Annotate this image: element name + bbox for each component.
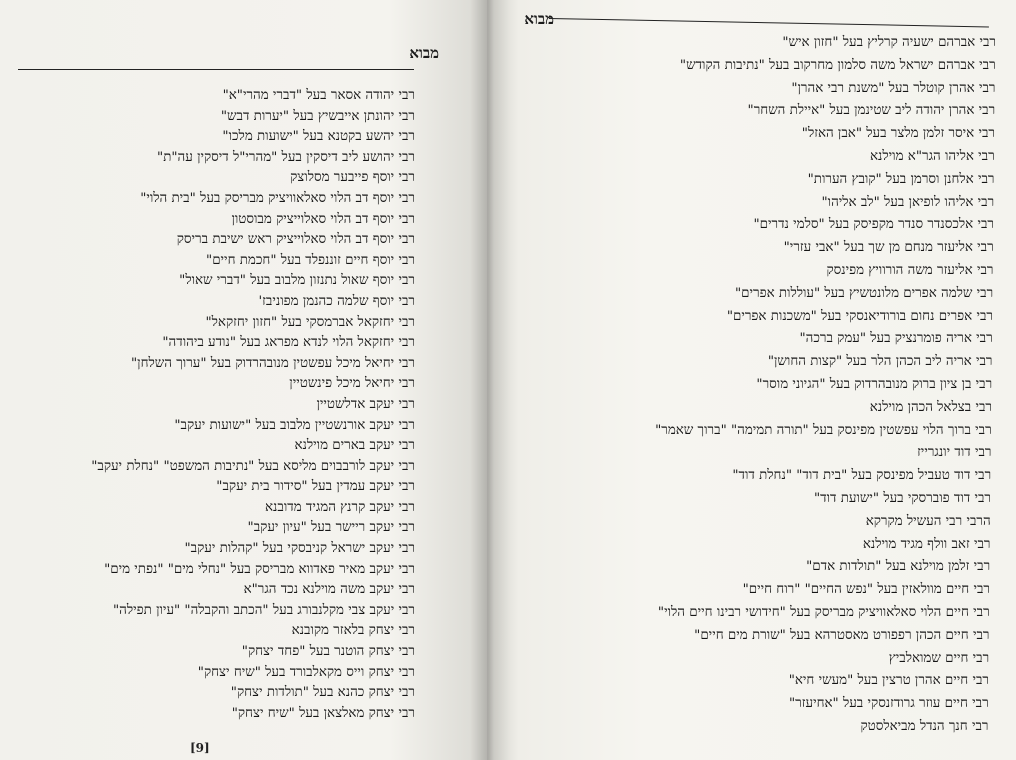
name-entry: רבי יעקב אדלשטיין [316, 396, 415, 412]
name-entry: רבי יעקב עמדין בעל "סידור בית יעקב" [216, 479, 415, 495]
name-entry: רבי יהונתן אייבשיץ בעל "יערות דבש" [220, 108, 415, 124]
left-page [0, 0, 487, 760]
left-header-rule [18, 69, 414, 70]
name-entry: רבי יעקב בארים מוילנא [294, 438, 415, 454]
name-entry: רבי אהרן יהודה ליב שטינמן בעל "איילת השחר" [747, 103, 996, 119]
name-entry: רבי אברהם ישעיה קרליץ בעל "חזון איש" [782, 35, 996, 50]
name-entry: רבי יעקב אורנשטיין מלבוב בעל "ישועות יעקב" [174, 417, 415, 433]
page-number: [9] [190, 741, 210, 755]
name-entry: רבי יהודה אסאר בעל "דברי מהרי"א" [222, 88, 415, 103]
name-entry: רבי יוסף דב הלוי סאלוייציק ראש ישיבת בריסק [176, 232, 415, 248]
name-entry: רבי ברוך הלוי עפשטין מפינסק בעל "תורה תמימה" "ברוך שאמר" [655, 422, 992, 438]
name-entry: רבי אריה ליב הכהן הלר בעל "קצות החושן" [767, 354, 993, 370]
name-entry: רבי חיים מוולאזין בעל "נפש החיים" "רוח חיים" [742, 582, 990, 598]
name-entry: רבי אליהו לופיאן בעל "לב אליהו" [821, 194, 995, 210]
name-entry: רבי אברהם ישראל משה סלמון מחרקוב בעל "נתיבות הקודש" [679, 57, 996, 73]
name-entry: רבי יחזקאל הלוי לנדא מפראג בעל "נודע ביהודה" [162, 335, 415, 351]
name-entry: רבי יעקב קרנץ המגיד מדובנא [264, 499, 415, 515]
name-entry: רבי שלמה אפרים מלונטשיץ בעל "עוללות אפרים" [734, 285, 994, 301]
book-spine [470, 0, 510, 760]
name-entry: רבי חיים עוזר גרודזנסקי בעל "אחיעזר" [789, 696, 989, 712]
name-entry: רבי זאב וולף מגיד מוילנא [862, 536, 991, 552]
name-entry: רבי יעקב משה מוילנא נכד הגר"א [243, 582, 415, 598]
name-entry: רבי אליעזר מנחם מן שך בעל "אבי עזרי" [783, 240, 994, 256]
left-page-header: מבוא [409, 44, 439, 62]
name-entry: רבי יחיאל מיכל עפשטין מנובהרדוק בעל "ערוך השלחן" [131, 355, 415, 371]
right-page [487, 0, 1016, 760]
name-entry: רבי יצחק וייס מקאלבורד בעל "שיח יצחק" [197, 664, 415, 680]
name-entry: רבי חיים הלוי סאלאוויציק מבריסק בעל "חידושי רבינו חיים הלוי" [657, 604, 990, 620]
name-entry: רבי חיים שמואלביץ [888, 650, 990, 666]
name-entry: רבי יצחק כהנא בעל "תולדות יצחק" [230, 685, 415, 701]
name-entry: רבי יצחק הוטנר בעל "פחד יצחק" [241, 644, 415, 660]
name-entry: רבי דוד טעביל מפינסק בעל "בית דוד" "נחלת דוד" [732, 468, 992, 484]
name-entry: רבי יצחק מאלצאן בעל "שיח יצחק" [231, 705, 415, 721]
left-name-list [91, 86, 415, 724]
name-entry: רבי חיים הכהן רפפורט מאסטרהא בעל "שורת מים חיים" [694, 627, 990, 643]
name-entry: רבי יוסף שאול נתנזון מלבוב בעל "דברי שאול" [179, 273, 415, 289]
right-page-header: מבוא [524, 10, 554, 28]
name-entry: רבי אליעזר משה הורוויץ מפינסק [826, 262, 994, 278]
name-entry: רבי אלכסנדר סנדר מקפיסק בעל "סלמי נדרים" [753, 217, 994, 233]
name-entry: רבי יהשע בקטנא בעל "ישועות מלכו" [222, 129, 415, 145]
name-entry: רבי אהרן קוטלר בעל "משנת רבי אהרן" [791, 80, 996, 96]
name-entry: רבי דוד יונגרייז [917, 445, 992, 461]
name-entry: רבי יהושע ליב דיסקין בעל "מהרי"ל דיסקין עה"ת" [157, 149, 415, 165]
name-entry: רבי אלחנן וסרמן בעל "קובץ הערות" [807, 171, 995, 187]
name-entry: רבי יוסף דב הלוי סאלאוויציק מבריסק בעל "בית הלוי" [140, 190, 415, 206]
name-entry: רבי זלמן מוילנא בעל "תולדות אדם" [806, 559, 991, 575]
name-entry: רבי יחיאל מיכל פינשטיין [289, 376, 415, 392]
name-entry: רבי יוסף דב הלוי סאלוייציק מבוסטון [231, 211, 415, 227]
name-entry: רבי יעקב ריישר בעל "עיון יעקב" [247, 520, 415, 536]
right-header-rule [549, 18, 989, 27]
name-entry: רבי אליהו הגר"א מוילנא [870, 148, 995, 164]
name-entry: רבי דוד פוברסקי בעל "ישועת דוד" [814, 490, 991, 506]
name-entry: רבי יוסף שלמה כהנמן מפוניבז' [258, 293, 415, 309]
right-name-list [655, 32, 996, 739]
name-entry: רבי יוסף חיים זוננפלד בעל "חכמת חיים" [206, 252, 415, 268]
name-entry: רבי יוסף פייבער מסלוצק [290, 170, 415, 186]
name-entry: רבי חיים אהרן טרצין בעל "מעשי חיא" [788, 673, 989, 689]
name-entry: רבי בן ציון ברוק מנובהרדוק בעל "הגיוני מוסר" [756, 376, 993, 392]
name-entry: רבי בצלאל הכהן מוילנא [869, 399, 992, 415]
name-entry: רבי איסר זלמן מלצר בעל "אבן האזל" [801, 126, 995, 142]
name-entry: רבי יצחק בלאזר מקובנא [291, 623, 415, 639]
name-entry: רבי חנך הנדל מביאלסטק [860, 718, 989, 734]
name-entry: הרבי רבי העשיל מקרקא [865, 513, 991, 529]
name-entry: רבי יעקב צבי מקלנבורג בעל "הכתב והקבלה" "עיון תפילה" [113, 602, 415, 618]
name-entry: רבי יעקב ישראל קניבסקי בעל "קהלות יעקב" [184, 541, 415, 557]
name-entry: רבי אפרים נחום בורודיאנסקי בעל "משכנות אפרים" [726, 308, 993, 324]
name-entry: רבי אריה פומרנציק בעל "עמק ברכה" [799, 331, 993, 347]
name-entry: רבי יעקב לורבבוים מליסא בעל "נתיבות המשפט" "נחלת יעקב" [91, 458, 415, 474]
name-entry: רבי יעקב מאיר פאדווא מבריסק בעל "נחלי מים" "נפתי מים" [104, 561, 415, 577]
name-entry: רבי יחזקאל אברמסקי בעל "חזון יחזקאל" [205, 314, 415, 330]
